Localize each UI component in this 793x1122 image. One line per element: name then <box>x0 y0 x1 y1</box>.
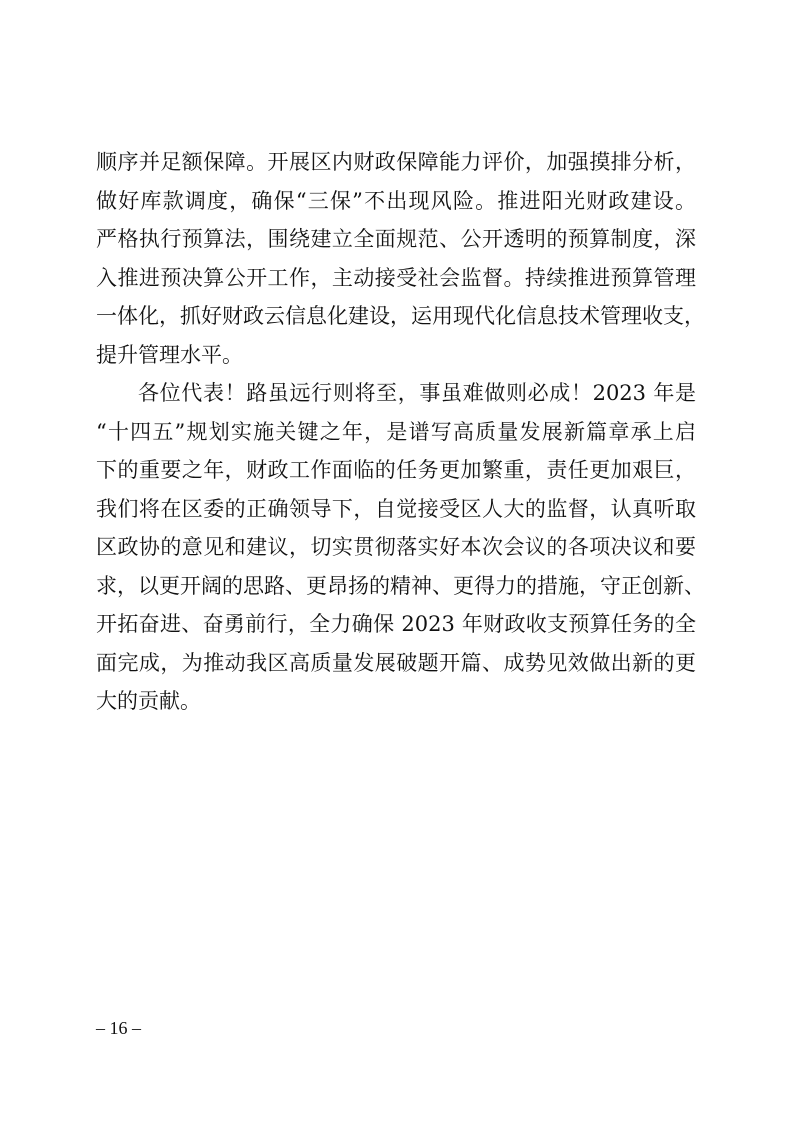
text-line: “十四五”规划实施关键之年，是谱写高质量发展新篇章承上启 <box>96 419 696 444</box>
text-line: 开拓奋进、奋勇前行，全力确保 2023 年财政收支预算任务的全 <box>96 612 696 636</box>
text-line: 大的贡献。 <box>96 689 201 713</box>
text-line: 提升管理水平。 <box>96 342 243 367</box>
text-line: 严格执行预算法，围绕建立全面规范、公开透明的预算制度，深 <box>96 227 696 251</box>
text-line: 一体化，抓好财政云信息化建设，运用现代化信息技术管理收支， <box>96 304 705 328</box>
text-line: 求，以更开阔的思路、更昂扬的精神、更得力的措施，守正创新、 <box>96 573 705 598</box>
text-line: 面完成，为推动我区高质量发展破题开篇、成势见效做出新的更 <box>96 650 696 675</box>
text-line: 入推进预决算公开工作，主动接受社会监督。持续推进预算管理 <box>96 265 696 290</box>
text-line: 做好库款调度，确保“三保”不出现风险。推进阳光财政建设。 <box>96 188 696 213</box>
body-text <box>96 143 705 721</box>
text-line: 顺序并足额保障。开展区内财政保障能力评价，加强摸排分析， <box>96 150 696 174</box>
text-line: 我们将在区委的正确领导下，自觉接受区人大的监督，认真听取 <box>96 496 696 521</box>
text-line: 区政协的意见和建议，切实贯彻落实好本次会议的各项决议和要 <box>96 535 696 559</box>
page-number: – 16 – <box>96 1018 141 1038</box>
paragraph-first-line: 各位代表！路虽远行则将至，事虽难做则必成！2023 年是 <box>138 381 696 405</box>
text-line: 下的重要之年，财政工作面临的任务更加繁重，责任更加艰巨， <box>96 458 696 482</box>
